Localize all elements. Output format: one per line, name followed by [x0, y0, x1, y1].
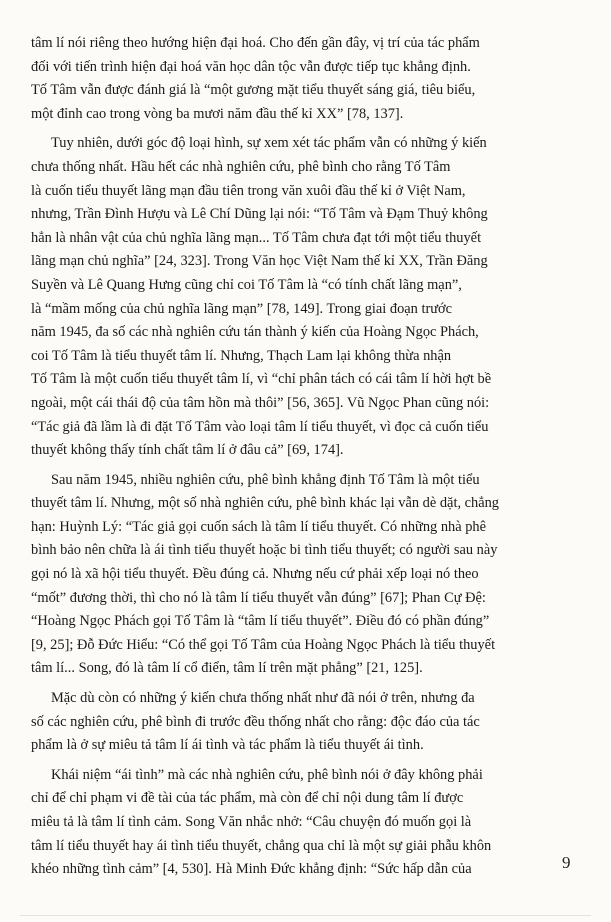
text-line: Suyền và Lê Quang Hưng cũng chỉ coi Tố Tâm là “có tính chất lãng mạn”,: [31, 276, 462, 293]
text-line: nhưng, Trần Đình Hượu và Lê Chí Dũng lại nói: “Tố Tâm và Đạm Thuỷ không: [31, 206, 488, 223]
text-line: phẩm là ở sự miêu tả tâm lí ái tình và tác phẩm là tiểu thuyết ái tình.: [31, 737, 424, 754]
text-line: chỉ để chỉ phạm vi đề tài của tác phẩm, mà còn để chỉ nội dung tâm lí được: [31, 790, 464, 807]
text-line: ngoài, một cái thái độ của tâm hồn mà thôi” [56, 365]. Vũ Ngọc Phan cũng nói:: [31, 394, 490, 411]
text-line: hạn: Huỳnh Lý: “Tác giả gọi cuốn sách là tâm lí tiểu thuyết. Có những nhà phê: [31, 518, 486, 535]
body-text: [31, 32, 580, 888]
text-line: chưa thống nhất. Hầu hết các nhà nghiên cứu, phê bình cho rằng Tố Tâm: [31, 158, 451, 175]
text-line: Khái niệm “ái tình” mà các nhà nghiên cứu, phê bình nói ở đây không phải: [51, 766, 483, 783]
text-line: coi Tố Tâm là tiểu thuyết tâm lí. Nhưng, Thạch Lam lại không thừa nhận: [31, 347, 452, 364]
text-line: lãng mạn chủ nghĩa” [24, 323]. Trong Văn học Việt Nam thế kỉ XX, Trần Đăng: [31, 253, 488, 270]
text-line: tâm lí nói riêng theo hướng hiện đại hoá. Cho đến gần đây, vị trí của tác phẩm: [31, 35, 480, 51]
text-line: Sau năm 1945, nhiều nghiên cứu, phê bình khẳng định Tố Tâm là một tiểu: [51, 471, 480, 488]
text-line: bình bảo nên chữa là ái tình tiểu thuyết hoặc bi tình tiểu thuyết; có người sau này: [31, 542, 498, 559]
text-line: Tuy nhiên, dưới góc độ loại hình, sự xem xét tác phẩm vẫn có những ý kiến: [51, 135, 487, 152]
page-number: 9: [562, 853, 571, 872]
paragraph-2: [31, 132, 580, 462]
text-line: số các nghiên cứu, phê bình đi trước đều thống nhất cho rằng: độc đáo của tác: [31, 713, 480, 730]
text-line: Tố Tâm là một cuốn tiểu thuyết tâm lí, vì “chỉ phân tách có cái tâm lí hời hợt bề: [31, 371, 492, 388]
paragraph-1: [31, 32, 580, 126]
text-line: miêu tả là tâm lí tình cảm. Song Văn nhắc nhở: “Câu chuyện đó muốn gọi là: [31, 814, 472, 830]
text-line: thuyết tâm lí. Nhưng, một số nhà nghiên cứu, phê bình khác lại vẫn dè dặt, chẳng: [31, 495, 499, 512]
paragraph-3: [31, 469, 580, 681]
text-line: một đỉnh cao trong vòng ba mươi năm đầu thế kỉ XX” [78, 137].: [31, 105, 404, 122]
text-line: “Hoàng Ngọc Phách gọi Tố Tâm là “tâm lí tiểu thuyết”. Điều đó có phần đúng”: [31, 613, 490, 630]
text-line: “Tác giả đã lầm là đi đặt Tố Tâm vào loại tâm lí tiểu thuyết, vì đọc cả cuốn tiểu: [31, 418, 489, 435]
text-line: là cuốn tiểu thuyết lãng mạn đầu tiên trong văn xuôi đầu thế kỉ ở Việt Nam,: [31, 182, 466, 199]
paragraph-4: [31, 687, 580, 758]
text-line: đối với tiến trình hiện đại hoá văn học dân tộc vẫn được tiếp tục khẳng định.: [31, 58, 471, 75]
text-line: năm 1945, đa số các nhà nghiên cứu tán thành ý kiến của Hoàng Ngọc Phách,: [31, 324, 479, 341]
text-line: là “mầm mống của chủ nghĩa lãng mạn” [78, 149]. Trong giai đoạn trước: [31, 300, 453, 317]
text-line: tâm lí tiểu thuyết hay ái tình tiểu thuyết, chẳng qua chỉ là một sự giải phẫu khôn: [31, 837, 492, 854]
text-line: thuyết không thấy tính chất tâm lí ở đâu cả” [69, 174].: [31, 442, 344, 459]
text-line: Mặc dù còn có những ý kiến chưa thống nhất như đã nói ở trên, nhưng đa: [51, 690, 475, 707]
text-line: Tố Tâm vẫn được đánh giá là “một gương mặt tiểu thuyết sáng giá, tiêu biểu,: [31, 82, 476, 99]
text-line: [9, 25]; Đỗ Đức Hiểu: “Có thể gọi Tố Tâm của Hoàng Ngọc Phách là tiểu thuyết: [31, 636, 496, 653]
text-line: “mốt” đương thời, thì cho nó là tâm lí tiểu thuyết vẫn đúng” [67]; Phan Cự Đệ:: [31, 589, 486, 606]
text-line: gọi nó là xã hội tiểu thuyết. Đều đúng cả. Nhưng nếu cứ phải xếp loại nó theo: [31, 566, 479, 583]
text-line: tâm lí... Song, đó là tâm lí cổ điển, tâm lí trên mặt phẳng” [21, 125].: [31, 660, 423, 677]
page-edge: [20, 915, 591, 916]
text-line: khéo những tình cảm” [4, 530]. Hà Minh Đức khẳng định: “Sức hấp dẫn của: [31, 861, 472, 878]
text-line: hẳn là nhân vật của chủ nghĩa lãng mạn... Tố Tâm chưa đạt tới một tiểu thuyết: [31, 229, 482, 246]
paragraph-5: [31, 764, 580, 882]
